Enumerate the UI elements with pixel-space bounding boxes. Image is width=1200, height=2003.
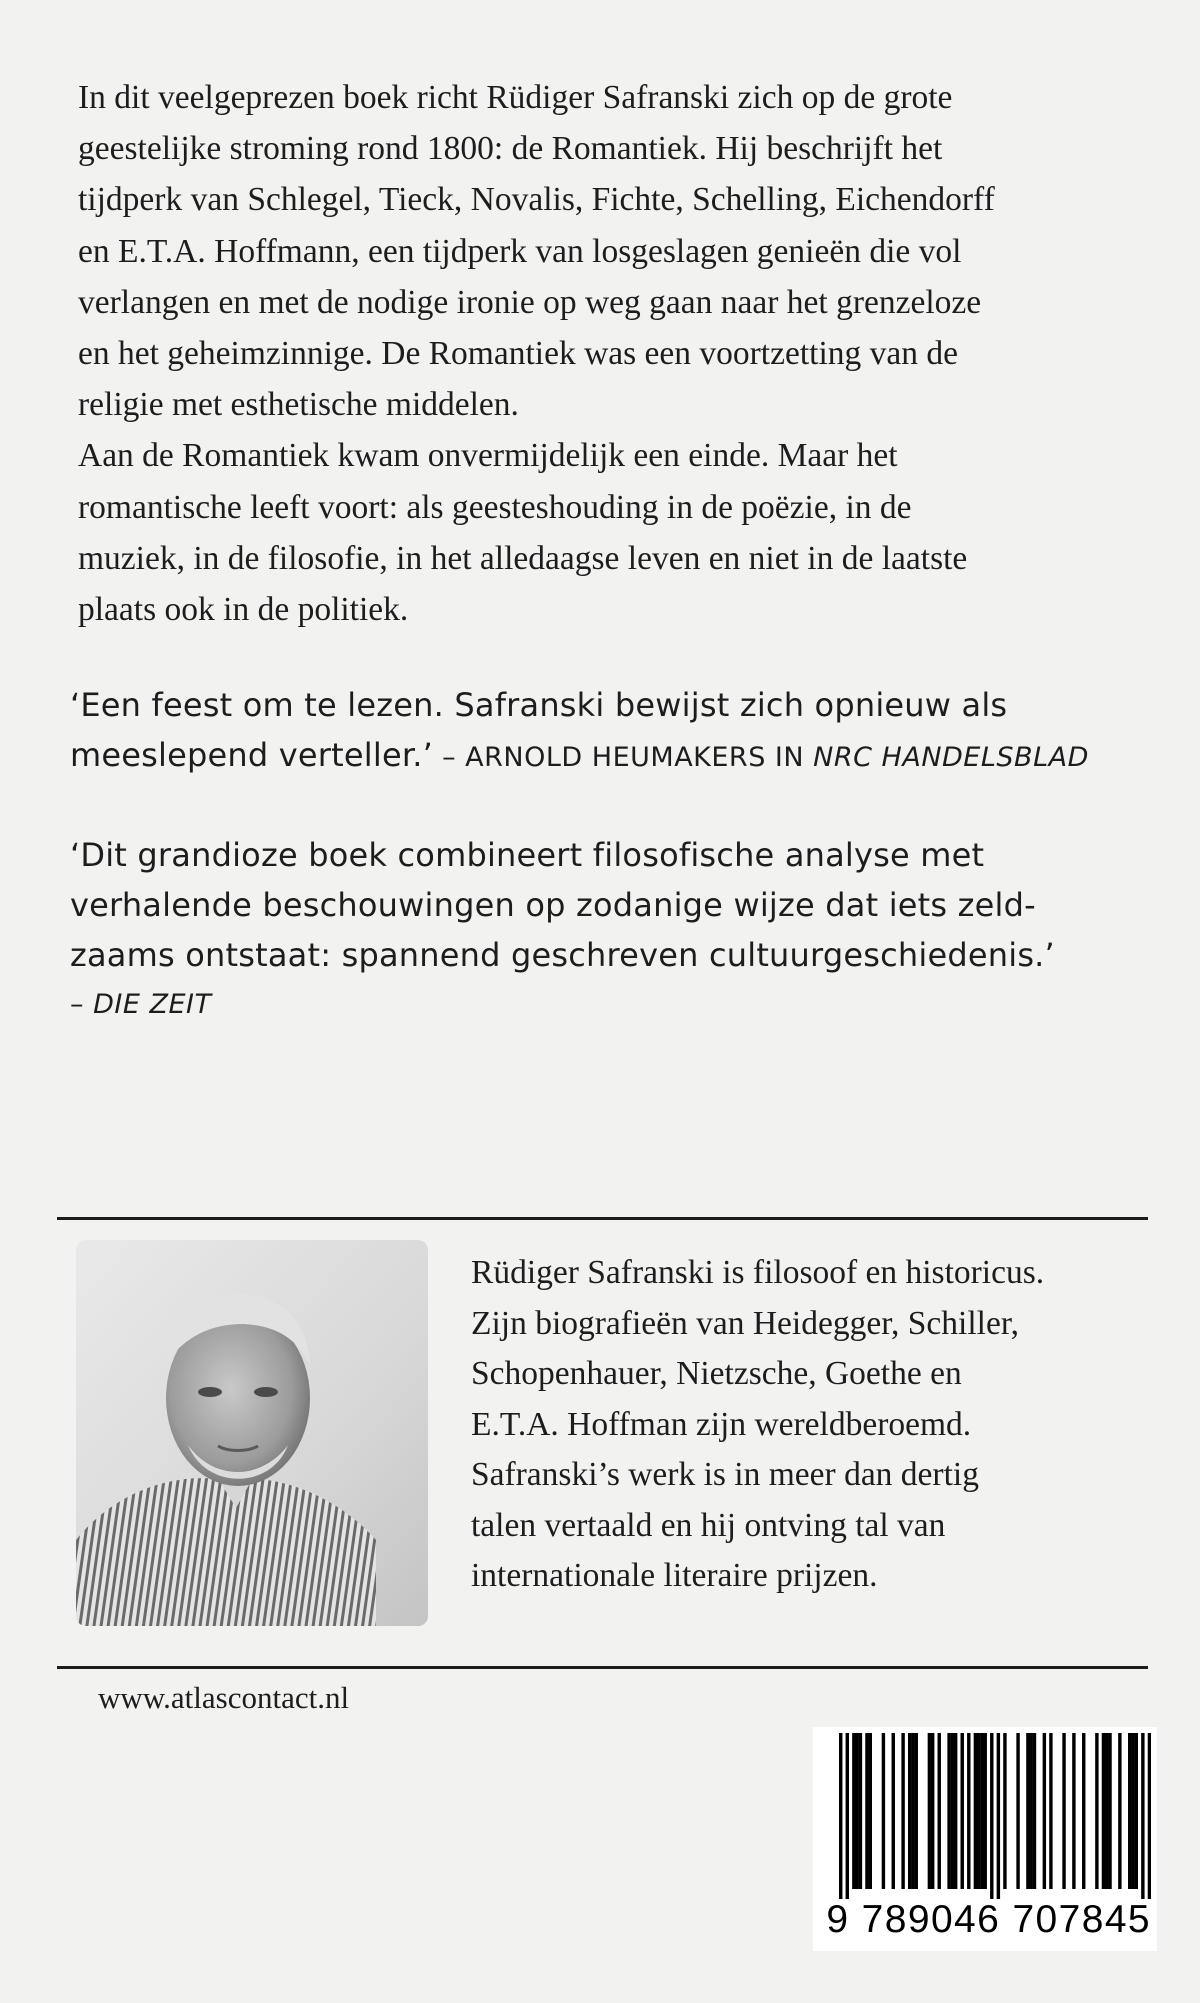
quote-line: meeslepend verteller.’: [70, 736, 434, 774]
barcode-bar: [1095, 1733, 1098, 1889]
publisher-website[interactable]: www.atlascontact.nl: [98, 1680, 350, 1715]
barcode-bar: [859, 1733, 862, 1889]
barcode-bar: [882, 1733, 885, 1889]
divider-top: [57, 1217, 1148, 1220]
barcode-bar: [954, 1733, 957, 1889]
barcode-bar: [901, 1733, 904, 1889]
barcode-bar: [892, 1733, 895, 1889]
barcode-bar: [869, 1733, 872, 1889]
barcode-bar: [984, 1733, 987, 1889]
barcode-bar: [1118, 1733, 1121, 1889]
barcode-bar: [1105, 1733, 1108, 1889]
barcode-bar: [915, 1733, 918, 1889]
attribution-prefix: – ARNOLD HEUMAKERS IN: [433, 742, 814, 773]
barcode-bar: [928, 1733, 931, 1889]
barcode-bar: [1049, 1733, 1052, 1889]
barcode-bar: [947, 1733, 950, 1889]
barcode-bar: [938, 1733, 941, 1889]
barcode-bar: [931, 1733, 934, 1889]
quote-line: zaams ontstaat: spannend geschreven cultuurgeschiedenis.’: [70, 936, 1055, 974]
blurb-line: muziek, in de filosofie, in het alledaagse leven en niet in de laatste: [78, 539, 968, 577]
barcode-bar: [839, 1733, 842, 1899]
quote-line-with-attribution: [70, 730, 1160, 783]
barcode-bar: [997, 1733, 1000, 1899]
attribution-source: DIE ZEIT: [93, 989, 212, 1020]
barcode-bar: [1102, 1733, 1105, 1889]
blurb-line: In dit veelgeprezen boek richt Rüdiger Safranski zich op de grote: [78, 79, 953, 116]
barcode-bar: [990, 1733, 993, 1899]
blurb-line: religie met esthetische middelen.: [78, 386, 519, 424]
bio-line: Safranski’s werk is in meer dan dertig: [471, 1456, 979, 1493]
barcode-bar: [846, 1733, 849, 1899]
bio-line: Schopenhauer, Nietzsche, Goethe en: [471, 1355, 962, 1392]
barcode-bar: [1062, 1733, 1065, 1889]
barcode-bar: [911, 1733, 914, 1889]
barcode-bar: [1135, 1733, 1138, 1889]
blurb-line: tijdperk van Schlegel, Tieck, Novalis, Fichte, Schelling, Eichendorff: [78, 181, 995, 219]
quote-attribution: [70, 980, 1160, 1030]
book-blurb: [78, 72, 1138, 635]
barcode-bar: [1026, 1733, 1029, 1889]
barcode-bar: [852, 1733, 855, 1889]
isbn-number: 9 789046 707845: [826, 1898, 1151, 1941]
bio-line: internationale literaire prijzen.: [471, 1557, 878, 1594]
barcode-bar: [1072, 1733, 1075, 1889]
barcode-bar: [1033, 1733, 1036, 1889]
blurb-line: romantische leeft voort: als geesteshouding in de poëzie, in de: [78, 488, 912, 526]
bio-line: talen vertaald en hij ontving tal van: [471, 1506, 946, 1544]
review-quote-nrc: [70, 680, 1160, 783]
author-bio: [471, 1248, 1151, 1602]
barcode-bar: [855, 1733, 858, 1889]
bio-line: Zijn biografieën van Heidegger, Schiller,: [471, 1304, 1020, 1342]
barcode-bar: [1016, 1733, 1019, 1889]
barcode-bar: [977, 1733, 980, 1889]
isbn-barcode: [813, 1727, 1157, 1951]
barcode-bar: [1043, 1733, 1046, 1889]
author-photo: [76, 1240, 428, 1626]
quote-line: ‘Een feest om te lezen. Safranski bewijst zich opnieuw als: [70, 686, 1008, 724]
barcode-bar: [974, 1733, 977, 1889]
blurb-line: verlangen en met de nodige ironie op weg gaan naar het grenzeloze: [78, 283, 982, 321]
quote-line: ‘Dit grandioze boek combineert filosofische analyse met: [70, 836, 985, 874]
barcode-bar: [1148, 1733, 1151, 1899]
barcode-bar: [1131, 1733, 1134, 1889]
blurb-line: en het geheimzinnige. De Romantiek was een voortzetting van de: [78, 335, 959, 373]
barcode-bar: [1108, 1733, 1111, 1889]
blurb-line: Aan de Romantiek kwam onvermijdelijk een einde. Maar het: [78, 437, 898, 475]
barcode-bar: [980, 1733, 983, 1889]
barcode-bar: [1128, 1733, 1131, 1889]
bio-line: E.T.A. Hoffman zijn wereldberoemd.: [471, 1405, 972, 1443]
blurb-line: en E.T.A. Hoffmann, een tijdperk van losgeslagen genieën die vol: [78, 232, 962, 270]
barcode-bar: [1082, 1733, 1085, 1889]
barcode-bar: [961, 1733, 964, 1889]
blurb-line: plaats ook in de politiek.: [78, 591, 409, 629]
attribution-prefix: –: [70, 989, 94, 1020]
barcode-bar: [865, 1733, 868, 1889]
barcode-bar: [951, 1733, 954, 1889]
quote-attribution: [433, 742, 1089, 773]
barcode-bar: [1003, 1733, 1006, 1889]
bio-line: Rüdiger Safranski is filosoof en historicus.: [471, 1254, 1045, 1291]
barcode-bar: [1141, 1733, 1144, 1899]
quote-line: verhalende beschouwingen op zodanige wijze dat iets zeld-: [70, 886, 1036, 924]
blurb-line: geestelijke stroming rond 1800: de Romantiek. Hij beschrijft het: [78, 130, 943, 168]
review-quote-die-zeit: [70, 830, 1160, 1030]
barcode-bars-icon: [839, 1733, 1151, 1899]
barcode-bar: [908, 1733, 911, 1889]
attribution-source: NRC HANDELSBLAD: [813, 742, 1089, 773]
barcode-bar: [967, 1733, 970, 1889]
barcode-bar: [1029, 1733, 1032, 1889]
